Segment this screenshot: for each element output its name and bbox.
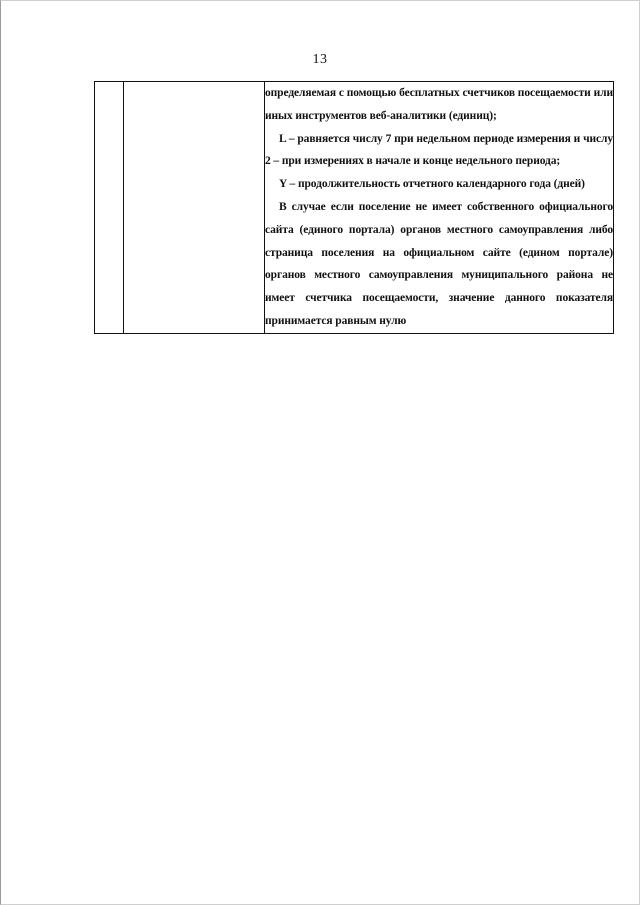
table-cell-number xyxy=(95,82,124,334)
paragraph-visits-definition: определяемая с помощью бесплатных счетчиков посещаемости или иных инструментов веб-аналитики (единиц); xyxy=(265,87,613,122)
page-number: 13 xyxy=(312,52,328,67)
table-row xyxy=(95,82,614,334)
paragraph-y-definition: Y – продолжительность отчетного календарного года (дней) xyxy=(279,178,585,191)
paragraph-l-definition: L – равняется числу 7 при недельном периоде измерения и числу 2 – при измерениях в начале и конце недельного периода; xyxy=(265,132,613,168)
table-cell-indicator xyxy=(124,82,265,334)
indicator-table xyxy=(94,81,614,334)
paragraph-no-site-rule: В случае если поселение не имеет собственного официального сайта (единого портала) органов местного самоуправления либо страница поселения на официальном сайте (едином портале) органов местного самоуправления муниципального района не имеет счетчика посещаемости, значение данного показателя принимается равным нулю xyxy=(265,200,613,327)
table-cell-formula-description xyxy=(265,82,614,334)
